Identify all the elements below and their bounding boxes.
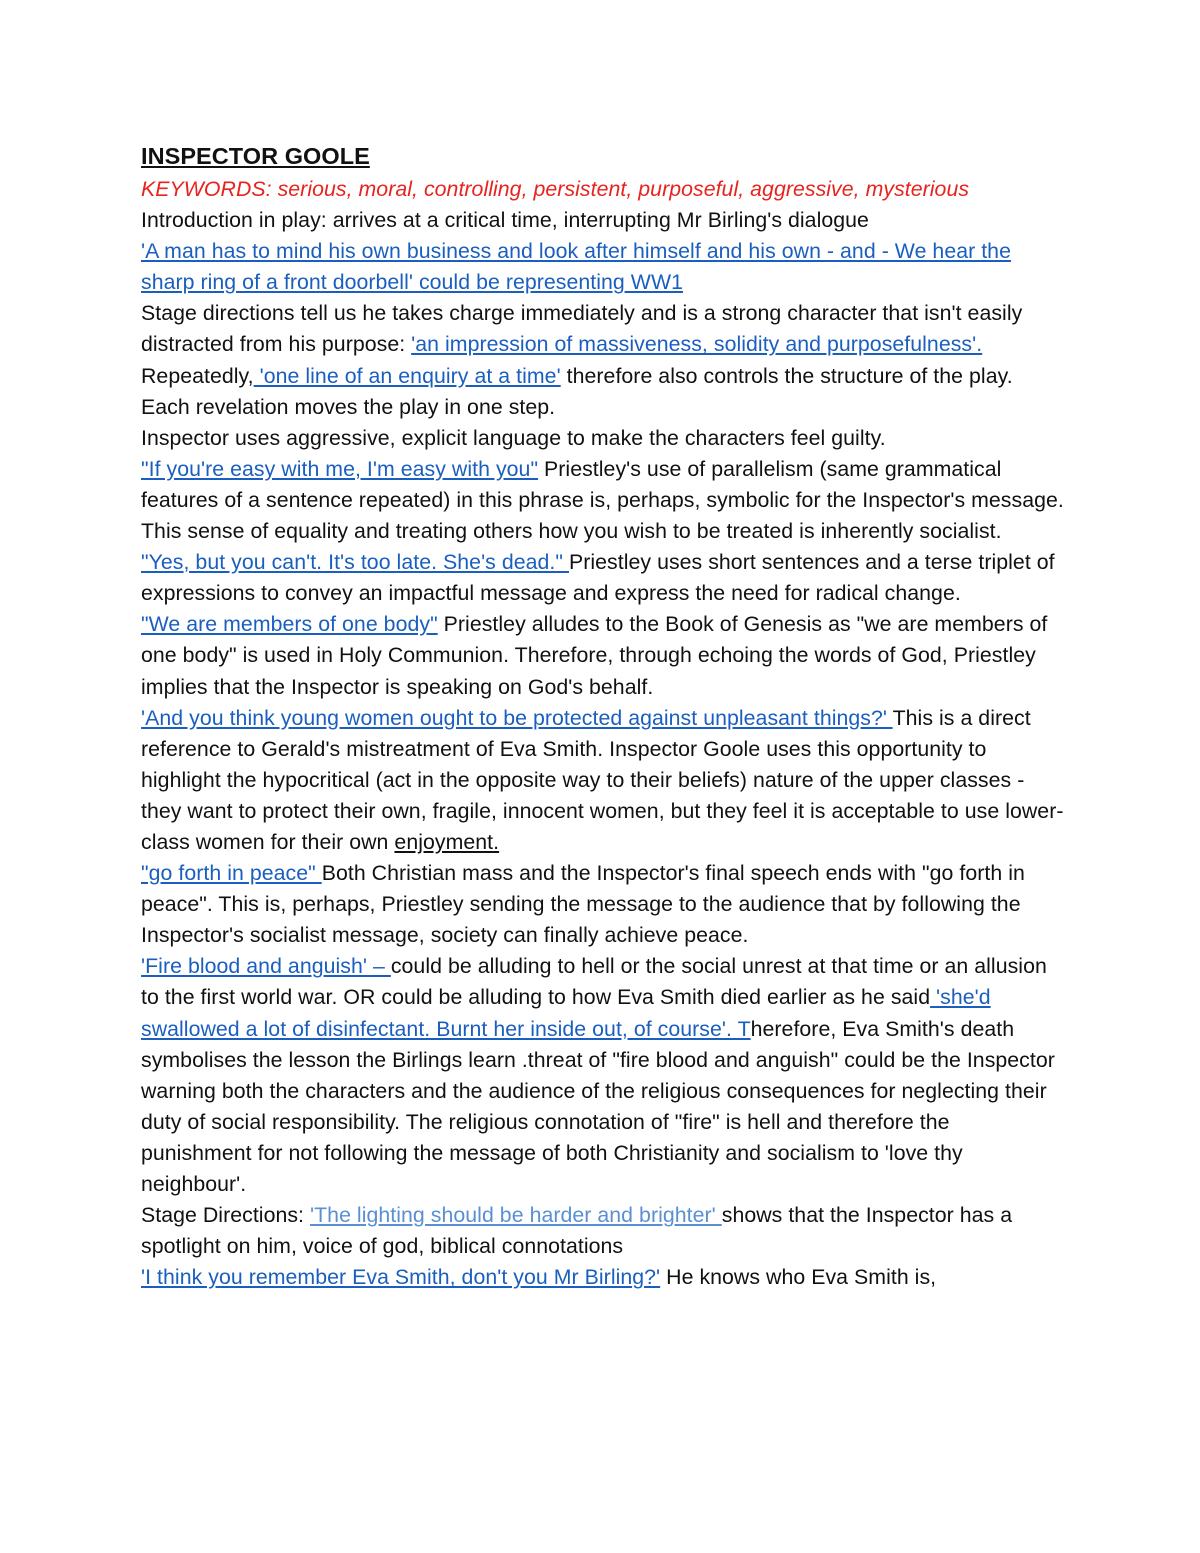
document-page bbox=[141, 138, 1066, 1293]
paragraph-text: Priestley alludes to the Book of Genesis as "we are members of one body" is used in Holy Communion. Therefore, through echoing the words of God, Priestley implies that the Inspector is speaking on God's behalf. bbox=[141, 612, 1048, 699]
quote-link-lighting[interactable]: 'The lighting should be harder and brighter' bbox=[310, 1203, 722, 1228]
paragraph-text: Repeatedly, bbox=[141, 363, 254, 388]
quote-link-peace[interactable]: "go forth in peace" bbox=[141, 861, 322, 886]
paragraph-protected bbox=[141, 703, 1066, 858]
quote-link-protected[interactable]: 'And you think young women ought to be protected against unpleasant things?' bbox=[141, 705, 893, 730]
paragraph-text: He knows who Eva Smith is, bbox=[660, 1265, 937, 1290]
quote-link-one-body[interactable]: "We are members of one body" bbox=[141, 612, 438, 637]
quote-link-easy[interactable]: "If you're easy with me, I'm easy with you" bbox=[141, 456, 539, 481]
paragraph-too-late bbox=[141, 547, 1066, 609]
quote-link-fire-blood[interactable]: 'Fire blood and anguish' – bbox=[141, 954, 391, 979]
paragraph-text: Priestley's use of parallelism (same grammatical features of a sentence repeated) in this phrase is, perhaps, symbolic for the Inspector's message. This sense of equality and treating others how you wish to be treated is inherently socialist. bbox=[141, 456, 1064, 544]
keywords-line: KEYWORDS: serious, moral, controlling, persistent, purposeful, aggressive, mysterious bbox=[141, 177, 970, 201]
paragraph-remember-eva bbox=[141, 1262, 1066, 1293]
paragraph-parallelism bbox=[141, 454, 1066, 547]
paragraph-text: herefore, Eva Smith's death symbolises the lesson the Birlings learn .threat of "fire blood and anguish" could be the Inspector warning both the characters and the audience of the religious consequences for neglecting their duty of social responsibility. The religious connotation of "fire" is hell and therefore the punishment for not following the message of both Christianity and socialism to 'love thy neighbour'. bbox=[141, 1016, 1055, 1196]
paragraph-stage-directions bbox=[141, 298, 1066, 360]
paragraph-lighting bbox=[141, 1200, 1066, 1262]
quote-link-doorbell[interactable]: 'A man has to mind his own business and look after himself and his own - and - We hear the sharp ring of a front doorbell' could be representing WW1 bbox=[141, 239, 1011, 295]
quote-link-enquiry[interactable]: 'one line of an enquiry at a time' bbox=[253, 363, 561, 388]
paragraph-text: could be alluding to hell or the social unrest at that time or an allusion to the first world war. OR could be alluding to how Eva Smith died earlier as he said bbox=[141, 954, 1047, 1010]
paragraph-text: This is a direct reference to Gerald's mistreatment of Eva Smith. Inspector Goole uses this opportunity to highlight the hypocritical (act in the opposite way to their beliefs) nature of the upper classes - they want to protect their own, fragile, innocent women, but they feel it is acceptable to use lower-class women for their own bbox=[141, 705, 1064, 854]
paragraph-aggressive: Inspector uses aggressive, explicit language to make the characters feel guilty. bbox=[141, 425, 886, 450]
quote-link-massiveness[interactable]: 'an impression of massiveness, solidity and purposefulness'. bbox=[411, 332, 983, 357]
paragraph-one-body bbox=[141, 609, 1066, 702]
paragraph-text: Stage directions tell us he takes charge immediately and is a strong character that isn't easily distracted from his purpose: bbox=[141, 301, 1023, 357]
paragraph-text: Both Christian mass and the Inspector's final speech ends with "go forth in peace". This is, perhaps, Priestley sending the message to the audience that by following the Inspector's socialist message, society can finally achieve peace. bbox=[141, 861, 1025, 948]
underlined-word: enjoyment. bbox=[394, 829, 500, 854]
intro-paragraph: Introduction in play: arrives at a critical time, interrupting Mr Birling's dialogue bbox=[141, 208, 869, 233]
document-title: INSPECTOR GOOLE bbox=[141, 143, 370, 169]
paragraph-text: therefore also controls the structure of the play. Each revelation moves the play in one step. bbox=[141, 363, 1013, 419]
paragraph-text: Priestley uses short sentences and a terse triplet of expressions to convey an impactful message and express the need for radical change. bbox=[141, 550, 1055, 606]
paragraph-text: Stage Directions: bbox=[141, 1203, 310, 1228]
paragraph-fire-blood bbox=[141, 951, 1066, 1200]
paragraph-peace bbox=[141, 858, 1066, 951]
quote-link-remember-eva[interactable]: 'I think you remember Eva Smith, don't you Mr Birling?' bbox=[141, 1265, 661, 1290]
quote-link-disinfectant[interactable]: 'she'd swallowed a lot of disinfectant. Burnt her inside out, of course'. T bbox=[141, 985, 991, 1041]
paragraph-doorbell bbox=[141, 236, 1066, 298]
paragraph-text: shows that the Inspector has a spotlight on him, voice of god, biblical connotations bbox=[141, 1203, 1013, 1259]
paragraph-enquiry bbox=[141, 361, 1066, 423]
quote-link-too-late[interactable]: "Yes, but you can't. It's too late. She's dead." bbox=[141, 550, 569, 575]
